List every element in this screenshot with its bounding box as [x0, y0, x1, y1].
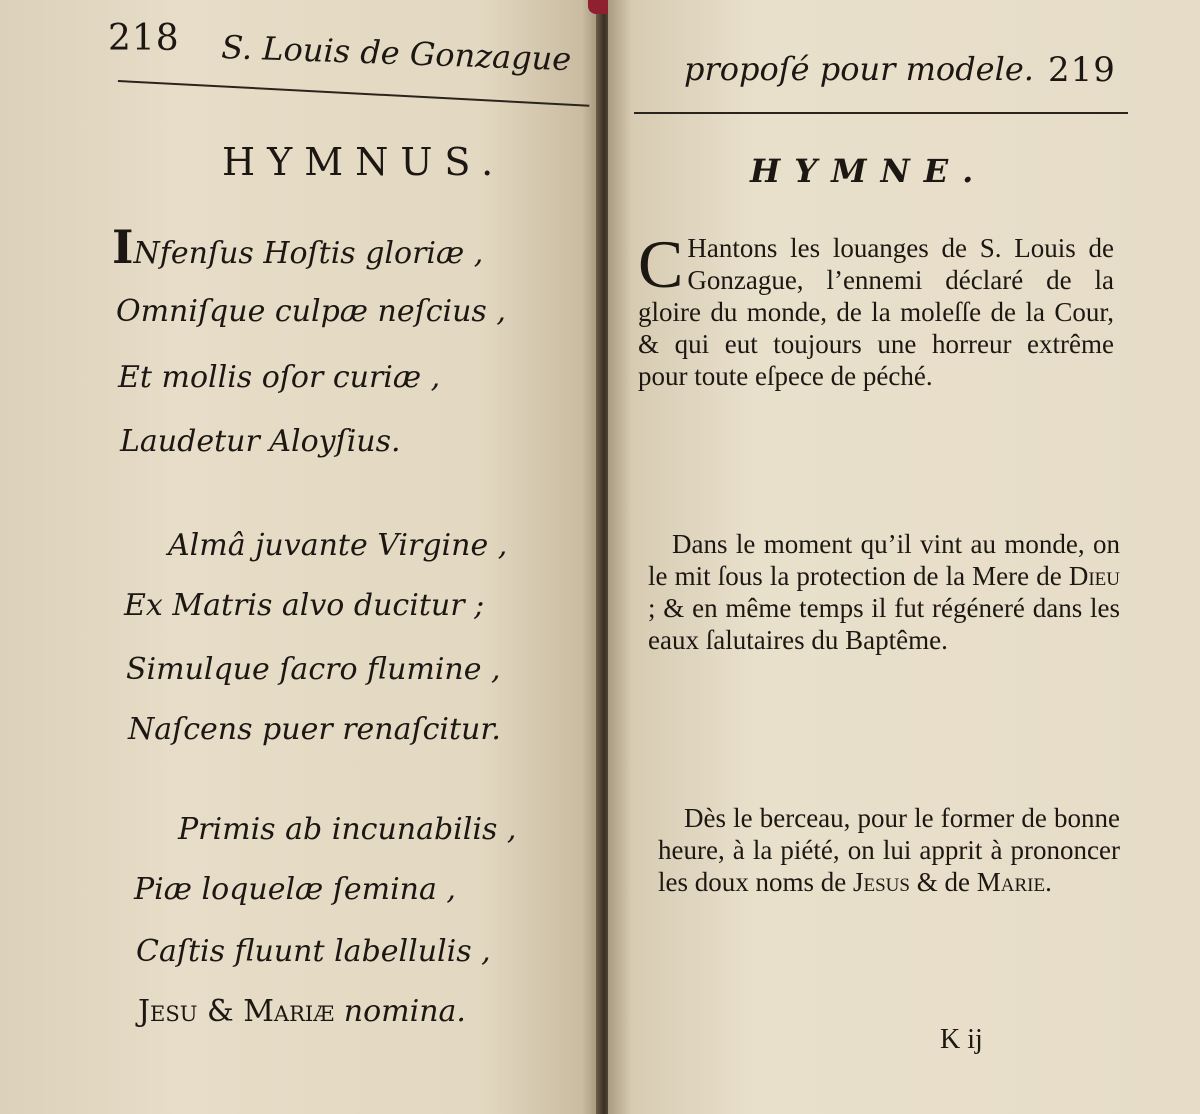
jesus-small-caps: Jesus: [853, 867, 910, 897]
right-heading: HYMNE.: [750, 152, 988, 190]
stanza-1-line-2: Omniſque culpæ neſcius ,: [116, 294, 506, 329]
left-header-rule: [118, 80, 589, 107]
right-page: [608, 0, 1200, 1114]
dropcap-c: C: [638, 226, 684, 302]
paragraph-1: [638, 226, 1114, 392]
left-folio: 218: [108, 18, 180, 59]
stanza-2-line-2: Ex Matris alvo ducitur ;: [124, 588, 485, 623]
dropcap-i: I: [112, 220, 134, 274]
paragraph-1-text: Hantons les louanges de S. Louis de Gonzague, l’ennemi déclaré de la gloire du monde, de la moleſſe de la Cour, & qui eut toujours une horreur extrême pour toute eſpece de péché.: [638, 233, 1114, 391]
paragraph-2-text-a: Dans le moment qu’il vint au monde, on le mit ſous la protection de la Mere de: [648, 529, 1120, 591]
paragraph-3: [658, 802, 1120, 898]
marie-small-caps: Marie: [976, 867, 1046, 897]
stanza-2-line-3: Simulque ſacro flumine ,: [126, 652, 501, 687]
signature-mark: K ij: [940, 1024, 983, 1055]
paragraph-3-text-a: Dès le berceau, pour le former de bonne heure, à la piété, on lui apprit à prononcer les doux noms de: [658, 803, 1120, 897]
stanza-2-line-4: Naſcens puer renaſcitur.: [128, 712, 501, 747]
left-running-head: S. Louis de Gonzague: [220, 28, 572, 79]
left-heading: HYMNUS.: [222, 140, 506, 184]
stanza-3-line-4: [138, 994, 466, 1029]
right-running-head: propoſé pour modele.: [684, 50, 1034, 88]
verse-line-end: nomina.: [334, 994, 466, 1029]
dieu-small-caps: Dieu: [1068, 561, 1120, 591]
stanza-3-line-3: Caſtis fluunt labellulis ,: [136, 934, 491, 969]
verse-line: Nfenſus Hoſtis gloriæ ,: [133, 236, 484, 271]
paragraph-2: [648, 528, 1120, 656]
stanza-3-line-1: Primis ab incunabilis ,: [178, 812, 517, 847]
paragraph-3-text-c: .: [1045, 867, 1052, 897]
right-header-rule: [634, 112, 1128, 114]
paragraph-2-text-b: ; & en même temps il fut régéneré dans les eaux ſalutaires du Baptême.: [648, 593, 1120, 655]
stanza-1-line-1: [112, 220, 484, 274]
right-folio: 219: [1048, 50, 1116, 90]
paragraph-3-text-b: & de: [909, 867, 977, 897]
names-small-caps: Jesu & Mariæ: [138, 994, 335, 1029]
stanza-2-line-1: Almâ juvante Virgine ,: [168, 528, 508, 563]
stanza-3-line-2: Piæ loquelæ ſemina ,: [134, 872, 456, 907]
stanza-1-line-3: Et mollis oſor curiæ ,: [118, 360, 441, 395]
stanza-1-line-4: Laudetur Aloyſius.: [120, 424, 401, 459]
